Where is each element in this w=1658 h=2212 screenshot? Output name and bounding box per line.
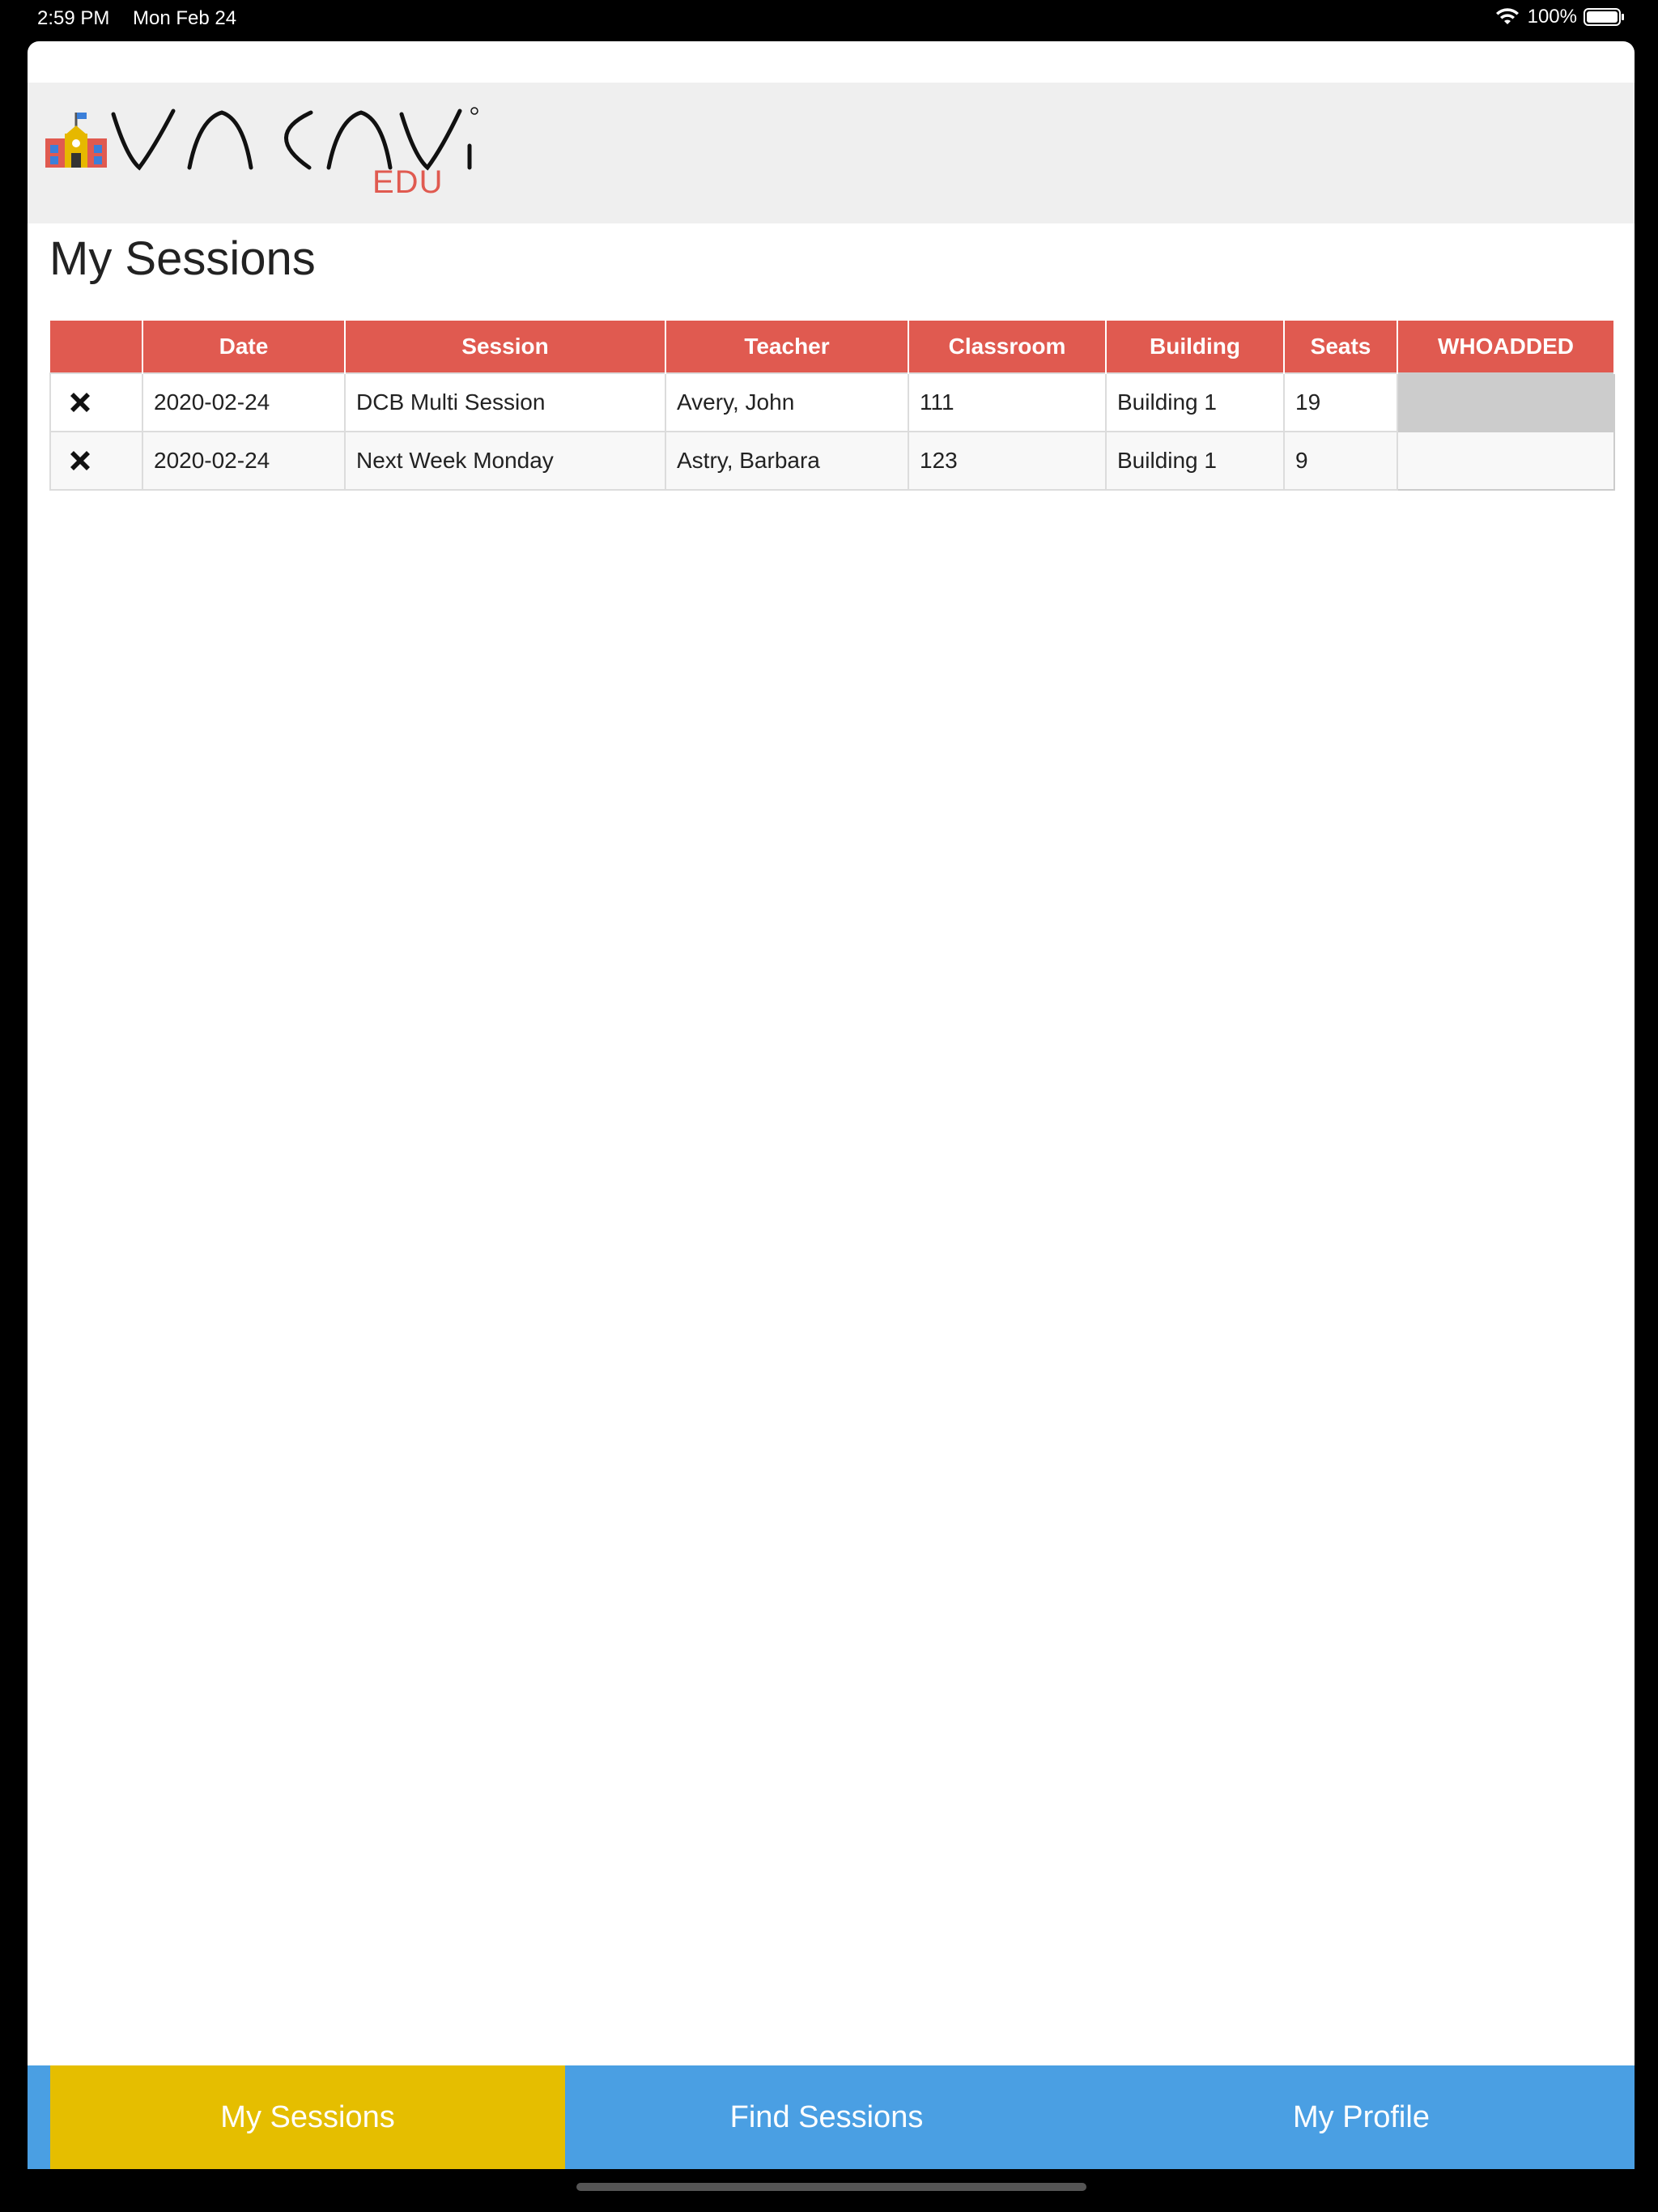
status-time: 2:59 PM	[37, 7, 110, 29]
bottom-tab-bar	[28, 2065, 1635, 2169]
status-indicators	[1495, 6, 1626, 28]
app-screen	[28, 41, 1635, 2169]
header-building[interactable]: Building	[1106, 321, 1284, 373]
remove-session-button[interactable]	[50, 432, 142, 490]
cell-classroom: 123	[908, 432, 1106, 490]
cell-session: DCB Multi Session	[345, 373, 665, 432]
table-row	[50, 373, 1614, 432]
header-date[interactable]: Date	[142, 321, 345, 373]
logo-edu-text: EDU	[372, 164, 444, 200]
home-indicator[interactable]	[576, 2183, 1086, 2191]
cell-seats: 9	[1284, 432, 1397, 490]
cell-date: 2020-02-24	[142, 432, 345, 490]
status-bar	[0, 0, 1658, 39]
header-session[interactable]: Session	[345, 321, 665, 373]
cell-building: Building 1	[1106, 432, 1284, 490]
header-teacher[interactable]: Teacher	[665, 321, 908, 373]
header-classroom[interactable]: Classroom	[908, 321, 1106, 373]
cell-date: 2020-02-24	[142, 373, 345, 432]
cell-building: Building 1	[1106, 373, 1284, 432]
table-row	[50, 432, 1614, 490]
cell-teacher: Astry, Barbara	[665, 432, 908, 490]
tab-my-sessions[interactable]: My Sessions	[50, 2065, 565, 2169]
battery-percent: 100%	[1527, 6, 1577, 28]
school-building-icon	[42, 109, 110, 171]
header-whoadded[interactable]: WHOADDED	[1397, 321, 1614, 373]
cell-whoadded	[1397, 432, 1614, 490]
close-x-icon[interactable]	[67, 448, 93, 474]
header-remove	[50, 321, 142, 373]
tab-find-sessions[interactable]: Find Sessions	[729, 2099, 924, 2134]
cell-session: Next Week Monday	[345, 432, 665, 490]
battery-icon	[1584, 7, 1626, 27]
page-title: My Sessions	[49, 232, 316, 285]
remove-session-button[interactable]	[50, 373, 142, 432]
cell-classroom: 111	[908, 373, 1106, 432]
wifi-icon	[1495, 7, 1520, 27]
cell-seats: 19	[1284, 373, 1397, 432]
close-x-icon[interactable]	[67, 389, 93, 415]
table-header-row	[50, 321, 1614, 373]
cell-teacher: Avery, John	[665, 373, 908, 432]
tab-my-profile[interactable]: My Profile	[1293, 2099, 1430, 2134]
sessions-table	[49, 321, 1615, 491]
header-seats[interactable]: Seats	[1284, 321, 1397, 373]
cell-whoadded	[1397, 373, 1614, 432]
status-date: Mon Feb 24	[133, 7, 237, 29]
